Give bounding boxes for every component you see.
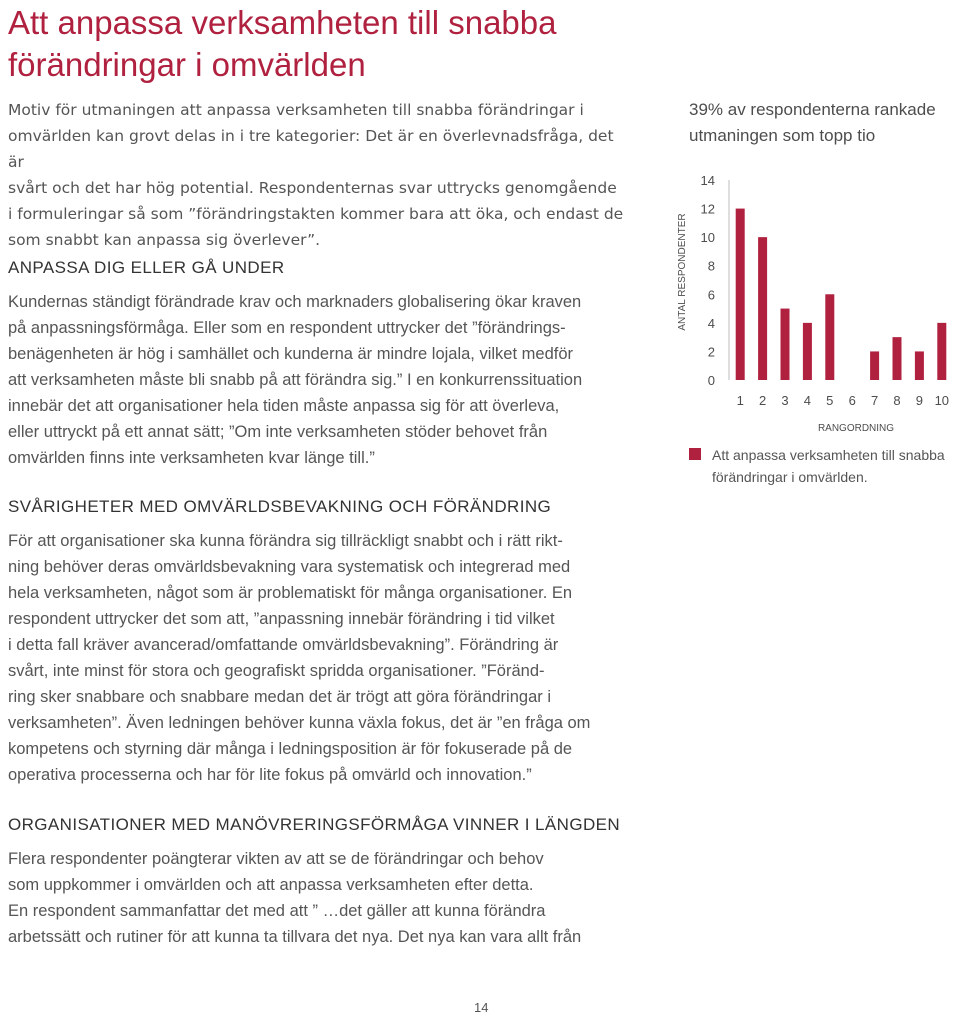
body-line: ning behöver deras omvärldsbevakning vara systematisk och integrerad med xyxy=(8,558,571,576)
x-tick-label: 10 xyxy=(934,393,950,408)
body-line: i detta fall kräver avancerad/omfattande omvärldsbevakning”. Förändring är xyxy=(8,636,559,654)
bar xyxy=(825,294,834,380)
body-line: att verksamheten måste bli snabb på att förändra sig.” I en konkurrenssituation xyxy=(8,371,583,389)
body-line: innebär det att organisationer hela tiden måste anpassa sig för att överleva, xyxy=(8,397,560,415)
intro-line: i formuleringar så som ”förändringstakten kommer bara att öka, och endast de xyxy=(8,205,624,223)
chart-legend xyxy=(689,444,959,488)
body-line: hela verksamheten, något som är problematiskt för många organisationer. En xyxy=(8,584,573,602)
y-axis-label: ANTAL RESPONDENTER xyxy=(677,213,688,331)
y-tick-label: 14 xyxy=(700,173,715,188)
x-tick-label: 2 xyxy=(758,393,767,408)
y-tick-label: 6 xyxy=(707,287,715,303)
page-number: 14 xyxy=(474,1000,489,1015)
section-organisationer xyxy=(8,812,633,950)
body-line: kompetens och styrning där många i ledningsposition är för fokuserade på de xyxy=(8,740,573,758)
body-line: som uppkommer i omvärlden och att anpassa verksamheten efter detta. xyxy=(8,876,534,894)
bar xyxy=(781,309,790,380)
title-line-2: förändringar i omvärlden xyxy=(8,46,366,83)
x-tick-label: 7 xyxy=(870,393,879,408)
body-line: Kundernas ständigt förändrade krav och marknaders globalisering ökar kraven xyxy=(8,293,582,311)
x-tick-label: 4 xyxy=(803,393,812,408)
section-heading: SVÅRIGHETER MED OMVÄRLDSBEVAKNING OCH FÖRÄNDRING xyxy=(8,497,552,516)
body-line: benägenheten är hög i samhället och kunderna är mindre lojala, vilket medför xyxy=(8,345,574,363)
bar xyxy=(736,209,745,380)
body-line: svårt, inte minst för stora och geografiskt spridda organisationer. ”Föränd- xyxy=(8,662,545,680)
y-tick-label: 2 xyxy=(707,344,715,360)
body-line: omvärlden finns inte verksamheten kvar länge till.” xyxy=(8,449,375,467)
page-title xyxy=(8,2,628,86)
intro-line: svårt och det har hög potential. Respondenternas svar uttrycks genomgående xyxy=(8,179,617,197)
section-body xyxy=(8,289,633,471)
y-tick-label: 0 xyxy=(707,373,715,388)
body-line: arbetssätt och rutiner för att kunna ta tillvara det nya. Det nya kan vara allt från xyxy=(8,928,582,946)
section-heading: ANPASSA DIG ELLER GÅ UNDER xyxy=(8,258,285,277)
bar xyxy=(758,237,767,380)
body-line: Flera respondenter poängterar vikten av att se de förändringar och behov xyxy=(8,850,544,868)
body-line: För att organisationer ska kunna förändra sig tillräckligt snabbt och i rätt rikt- xyxy=(8,532,563,550)
intro-line: Motiv för utmaningen att anpassa verksamheten till snabba förändringar i xyxy=(8,101,584,119)
section-anpassa xyxy=(8,255,633,471)
bar xyxy=(870,351,879,380)
title-line-1: Att anpassa verksamheten till snabba xyxy=(8,4,557,41)
legend-label: Att anpassa verksamheten till snabba förändringar i omvärlden. xyxy=(712,447,945,485)
section-heading: ORGANISATIONER MED MANÖVRERINGSFÖRMÅGA VINNER I LÄNGDEN xyxy=(8,815,621,834)
x-tick-label: 3 xyxy=(781,393,789,408)
x-tick-label: 9 xyxy=(915,393,924,408)
body-line: respondent uttrycker det som att, ”anpassning innebär förändring i tid vilket xyxy=(8,610,555,628)
bar xyxy=(893,337,902,380)
bar xyxy=(803,323,812,380)
bar xyxy=(937,323,946,380)
bar-chart xyxy=(668,165,960,445)
body-line: En respondent sammanfattar det med att ” …det gäller att kunna förändra xyxy=(8,902,546,920)
bar xyxy=(915,351,924,380)
legend-swatch xyxy=(689,448,701,460)
body-line: ring sker snabbare och snabbare medan det är trögt att göra förändringar i xyxy=(8,688,551,706)
section-body xyxy=(8,528,633,788)
section-body xyxy=(8,846,633,950)
body-line: operativa processerna och har för lite fokus på omvärld och innovation.” xyxy=(8,766,532,784)
intro-paragraph xyxy=(8,97,633,253)
intro-line: som snabbt kan anpassa sig överlever”. xyxy=(8,231,321,249)
body-line: verksamheten”. Även ledningen behöver kunna växla fokus, det är ”en fråga om xyxy=(8,714,591,732)
body-line: på anpassningsförmåga. Eller som en respondent uttrycker det ”förändrings- xyxy=(8,319,566,337)
x-axis-label: RANGORDNING xyxy=(817,423,895,434)
intro-line: omvärlden kan grovt delas in i tre kategorier: Det är en överlevnadsfråga, det är xyxy=(8,127,614,171)
body-line: eller uttryckt på ett annat sätt; ”Om inte verksamheten stöder behovet från xyxy=(8,423,548,441)
x-tick-label: 6 xyxy=(848,393,856,408)
y-tick-label: 8 xyxy=(707,258,715,274)
chart-heading: 39% av respondenterna rankade utmaningen som topp tio xyxy=(689,100,936,145)
x-tick-label: 1 xyxy=(736,393,744,408)
x-tick-label: 5 xyxy=(826,393,834,408)
x-tick-label: 8 xyxy=(893,393,901,408)
y-tick-label: 4 xyxy=(707,315,715,331)
section-svarigheter xyxy=(8,494,633,788)
y-tick-label: 12 xyxy=(700,201,715,217)
y-tick-label: 10 xyxy=(700,230,715,246)
